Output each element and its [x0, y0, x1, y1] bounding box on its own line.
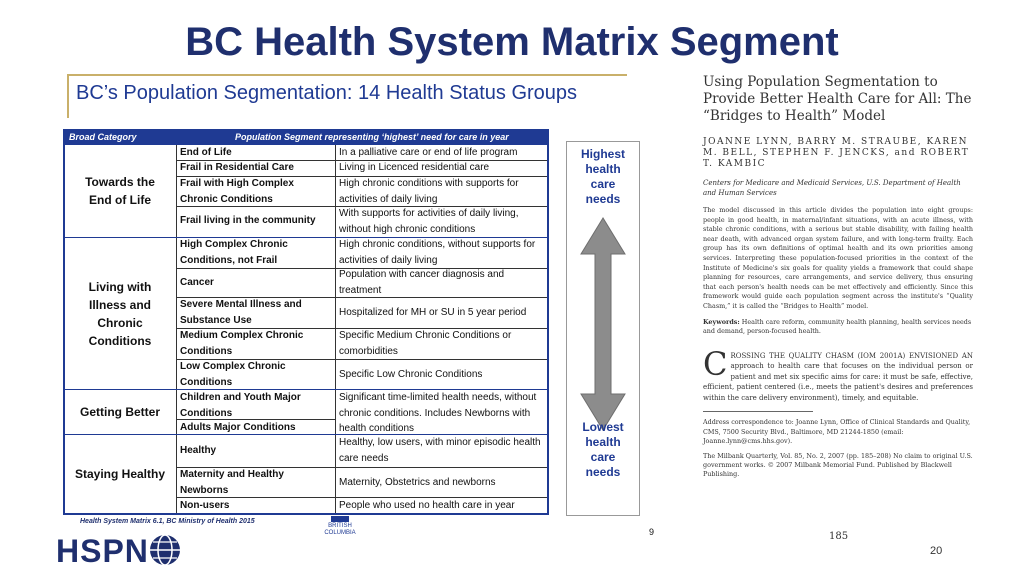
description-end-of-life: In a palliative care or end of life program	[339, 147, 518, 158]
double-arrow-icon	[567, 214, 639, 434]
article-affiliation: Centers for Medicare and Medicaid Services, U.S. Department of Health and Human Services	[703, 179, 961, 197]
intro-text: ROSSING THE QUALITY CHASM (IOM 2001A) ENVISIONED AN approach to health care that focuses on the individual person or patient and met six specific aims for care: it must be safe, effective, efficient, patient centered (i.e., meets the patient's desires and preferences within the care delivery environment), timely, and equitable.	[703, 351, 973, 402]
description-cancer: Population with cancer diagnosis and treatment	[339, 269, 505, 296]
segment-frail-residential: Frail in Residential Care	[180, 162, 294, 173]
segment-severe-mental-illness: Severe Mental Illness and Substance Use	[180, 299, 302, 326]
segment-frail-high-complex: Frail with High Complex Chronic Conditions	[180, 178, 294, 205]
description-frail-community: With supports for activities of daily living, without high chronic conditions	[339, 208, 519, 235]
article-intro	[703, 344, 973, 404]
british-columbia-logo	[318, 516, 362, 538]
hspn-logo: HSPN	[56, 533, 149, 569]
segment-medium-complex: Medium Complex Chronic Conditions	[180, 330, 304, 357]
category-getting-better: Getting Better	[79, 405, 160, 419]
description-low-complex: Specific Low Chronic Conditions	[339, 369, 483, 380]
segment-maternity: Maternity and Healthy Newborns	[180, 469, 284, 496]
description-frail-high-complex: High chronic conditions with supports for activities of daily living	[339, 178, 519, 205]
article-abstract: The model discussed in this article divides the population into eight groups: people in good health, in maternal/infant situations, with an acute illness, with stable chronic conditions, with a serious but stable disability, with failing health near death, with advanced organ system failure, and with long-term frailty. Each group has its own definitions of optimal health and its own priorities among services. Interpreting these population-focused priorities in the context of the Institute of Medicine's six goals for quality yields a framework that could shape planning for resources, care arrangements, and service delivery, thus ensuring that each person's health needs can be met effectively and efficiently. Since this framework would guide each population segment across the institute's “Quality Chasm,” it is called the “Bridges to Health” model.	[703, 206, 973, 310]
segment-healthy: Healthy	[180, 445, 217, 456]
page-number: 9	[649, 527, 655, 537]
article-page-number: 185	[829, 531, 849, 542]
segment-cancer: Cancer	[180, 277, 214, 288]
article-separator	[703, 411, 813, 412]
bc-logo-line2: COLUMBIA	[324, 530, 356, 536]
category-staying-healthy: Staying Healthy	[74, 467, 166, 481]
care-needs-panel	[566, 141, 640, 516]
description-getting-better: Significant time-limited health needs, without chronic conditions. Includes Newborns with health conditions	[339, 392, 537, 434]
description-frail-residential: Living in Licenced residential care	[339, 162, 490, 173]
description-severe-mental-illness: Hospitalized for MH or SU in 5 year period	[339, 307, 527, 318]
category-towards-end-of-life: Towards the End of Life	[85, 175, 155, 207]
article-journal-info: The Milbank Quarterly, Vol. 85, No. 2, 2007 (pp. 185–208) No claim to original U.S. government works. © 2007 Milbank Memorial Fund. Published by Blackwell Publishing.	[703, 452, 973, 479]
segment-adults-major: Adults Major Conditions	[180, 422, 296, 433]
segment-low-complex: Low Complex Chronic Conditions	[180, 361, 286, 388]
article-keywords	[703, 318, 973, 337]
intro-dropcap: C	[703, 344, 728, 383]
segment-high-complex-not-frail: High Complex Chronic Conditions, not Frail	[180, 239, 288, 266]
bc-logo-line1: BRITISH	[328, 523, 352, 529]
keywords-label: Keywords:	[703, 317, 740, 326]
slide-title: BC Health System Matrix Segment	[185, 20, 839, 64]
description-maternity: Maternity, Obstetrics and newborns	[339, 477, 496, 488]
header-broad-category: Broad Category	[69, 132, 137, 142]
description-medium-complex: Specific Medium Chronic Conditions or comorbidities	[339, 330, 512, 357]
header-population-segment: Population Segment representing ‘highest’ need for care in year	[235, 132, 509, 142]
lowest-needs-label: Lowest health care needs	[582, 420, 624, 479]
slide-number: 20	[930, 545, 943, 557]
article-authors: JOANNE LYNN, BARRY M. STRAUBE, KAREN M. BELL, STEPHEN F. JENCKS, and ROBERT T. KAMBIC	[703, 137, 970, 169]
article-title: Using Population Segmentation to Provide Better Health Care for All: The “Bridges to Health” Model	[703, 74, 972, 124]
description-high-complex-not-frail: High chronic conditions, without supports for activities of daily living	[339, 239, 536, 266]
globe-icon	[148, 533, 182, 567]
table-header	[65, 131, 547, 145]
article-excerpt	[703, 74, 973, 480]
slide-subtitle: BC’s Population Segmentation: 14 Health Status Groups	[76, 82, 578, 104]
category-living-with-chronic: Living with Illness and Chronic Conditions	[88, 279, 152, 348]
column-divider	[335, 145, 336, 513]
segmentation-table	[63, 129, 549, 515]
description-non-users: People who used no health care in year	[339, 500, 515, 511]
highest-needs-label: Highest health care needs	[580, 147, 625, 206]
description-healthy: Healthy, low users, with minor episodic health care needs	[339, 437, 541, 464]
segment-end-of-life: End of Life	[180, 147, 232, 158]
segment-children-youth: Children and Youth Major Conditions	[180, 392, 301, 419]
keywords-text: Health care reform, community health planning, health services needs and demand, person-focused health.	[703, 317, 972, 336]
article-correspondence: Address correspondence to: Joanne Lynn, Office of Clinical Standards and Quality, CMS, 7500 Security Blvd., Baltimore, MD 21244-1850 (email: Joanne.lynn@cms.hhs.gov).	[703, 418, 971, 446]
segment-frail-community: Frail living in the community	[180, 215, 316, 226]
segment-non-users: Non-users	[180, 500, 230, 511]
column-divider	[176, 145, 177, 513]
source-footnote: Health System Matrix 6.1, BC Ministry of Health 2015	[80, 518, 255, 525]
